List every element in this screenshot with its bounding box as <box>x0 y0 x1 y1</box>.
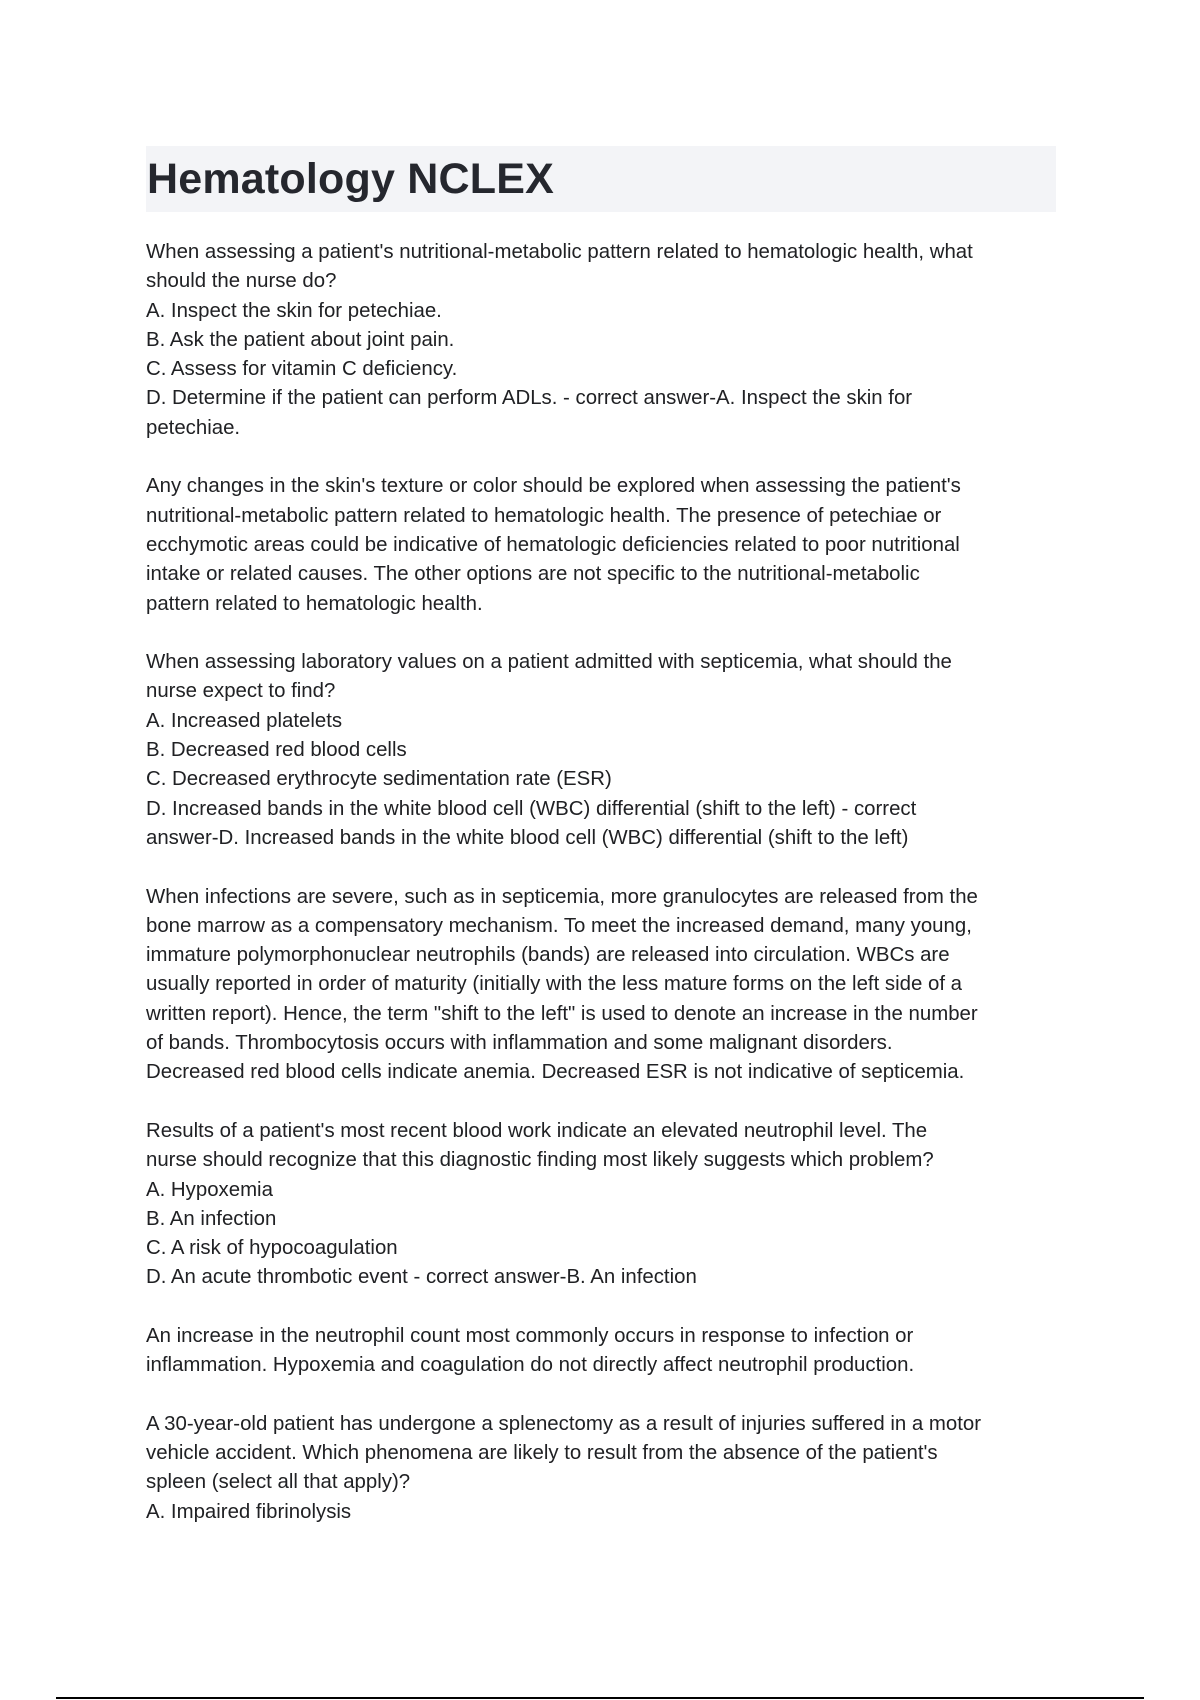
text-line: C. Assess for vitamin C deficiency. <box>146 358 458 381</box>
question-block <box>146 1410 1056 1527</box>
text-line: B. An infection <box>146 1207 277 1230</box>
text-line: Any changes in the skin's texture or color should be explored when assessing the patient's <box>146 475 961 498</box>
explanation-block <box>146 1322 1056 1381</box>
text-line: Decreased red blood cells indicate anemia. Decreased ESR is not indicative of septicemia. <box>146 1061 965 1084</box>
text-line: nutritional-metabolic pattern related to hematologic health. The presence of petechiae or <box>146 504 942 527</box>
text-line: B. Decreased red blood cells <box>146 739 407 762</box>
text-line: ecchymotic areas could be indicative of hematologic deficiencies related to poor nutritional <box>146 533 960 556</box>
text-line: B. Ask the patient about joint pain. <box>146 328 455 351</box>
text-line: usually reported in order of maturity (initially with the less mature forms on the left side of a <box>146 973 962 996</box>
question-block <box>146 1117 1056 1293</box>
explanation-block <box>146 472 1056 618</box>
text-line: A. Inspect the skin for petechiae. <box>146 299 442 322</box>
text-line: A. Hypoxemia <box>146 1178 273 1201</box>
text-line: immature polymorphonuclear neutrophils (bands) are released into circulation. WBCs are <box>146 944 950 967</box>
text-line: C. A risk of hypocoagulation <box>146 1237 398 1260</box>
text-line: bone marrow as a compensatory mechanism. To meet the increased demand, many young, <box>146 914 972 937</box>
text-line: pattern related to hematologic health. <box>146 592 483 615</box>
text-line: D. Determine if the patient can perform ADLs. - correct answer-A. Inspect the skin for <box>146 387 913 410</box>
text-line: of bands. Thrombocytosis occurs with inflammation and some malignant disorders. <box>146 1032 893 1055</box>
text-line: intake or related causes. The other options are not specific to the nutritional-metabolic <box>146 563 920 586</box>
question-block <box>146 648 1056 853</box>
text-line: A. Impaired fibrinolysis <box>146 1500 352 1523</box>
explanation-block <box>146 883 1056 1088</box>
question-block <box>146 238 1056 443</box>
text-line: Results of a patient's most recent blood work indicate an elevated neutrophil level. The <box>146 1119 928 1142</box>
text-line: spleen (select all that apply)? <box>146 1471 411 1494</box>
footer-rule <box>56 1697 1144 1699</box>
text-line: An increase in the neutrophil count most commonly occurs in response to infection or <box>146 1324 914 1347</box>
text-line: A 30-year-old patient has undergone a splenectomy as a result of injuries suffered in a motor <box>146 1412 981 1435</box>
text-line: When assessing laboratory values on a patient admitted with septicemia, what should the <box>146 651 952 674</box>
text-line: When infections are severe, such as in septicemia, more granulocytes are released from the <box>146 885 978 908</box>
text-line: C. Decreased erythrocyte sedimentation rate (ESR) <box>146 768 612 791</box>
text-line: D. An acute thrombotic event - correct answer-B. An infection <box>146 1266 697 1289</box>
text-line: nurse should recognize that this diagnostic finding most likely suggests which problem? <box>146 1149 934 1172</box>
text-line: inflammation. Hypoxemia and coagulation do not directly affect neutrophil production. <box>146 1354 915 1377</box>
text-line: answer-D. Increased bands in the white blood cell (WBC) differential (shift to the left) <box>146 826 909 849</box>
text-line: written report). Hence, the term "shift to the left" is used to denote an increase in the number <box>146 1002 978 1025</box>
document-content <box>146 238 1056 1527</box>
text-line: nurse expect to find? <box>146 680 336 703</box>
text-line: D. Increased bands in the white blood cell (WBC) differential (shift to the left) - correct <box>146 797 917 820</box>
text-line: should the nurse do? <box>146 270 337 293</box>
text-line: petechiae. <box>146 416 241 439</box>
text-line: A. Increased platelets <box>146 709 343 732</box>
text-line: vehicle accident. Which phenomena are likely to result from the absence of the patient's <box>146 1442 938 1465</box>
document-page <box>146 146 1056 1556</box>
text-line: When assessing a patient's nutritional-metabolic pattern related to hematologic health, what <box>146 241 973 263</box>
title-band <box>146 146 1056 212</box>
document-title: Hematology NCLEX <box>147 154 554 203</box>
